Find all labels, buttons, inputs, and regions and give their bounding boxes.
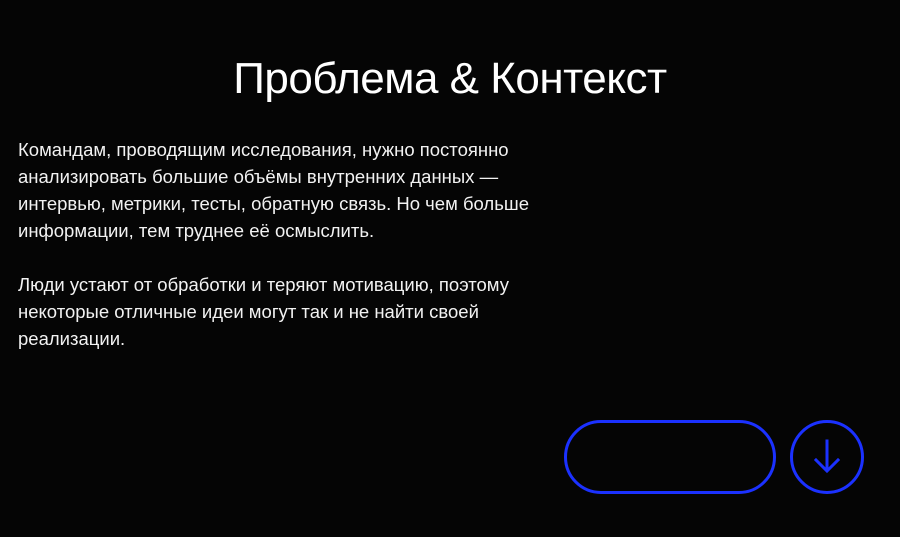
- page-title: Проблема & Контекст: [233, 54, 667, 104]
- body-copy: [18, 136, 558, 352]
- pill-button[interactable]: [564, 420, 776, 494]
- paragraph-2: Люди устают от обработки и теряют мотивацию, поэтому некоторые отличные идеи могут так и не найти своей реализации.: [18, 274, 509, 349]
- arrow-down-icon: [810, 437, 844, 477]
- next-slide-button[interactable]: [790, 420, 864, 494]
- paragraph-1: Командам, проводящим исследования, нужно постоянно анализировать большие объёмы внутренних данных — интервью, метрики, тесты, обратную связь. Но чем больше информации, тем труднее её осмыслить.: [18, 139, 529, 241]
- slide-controls: [560, 412, 880, 502]
